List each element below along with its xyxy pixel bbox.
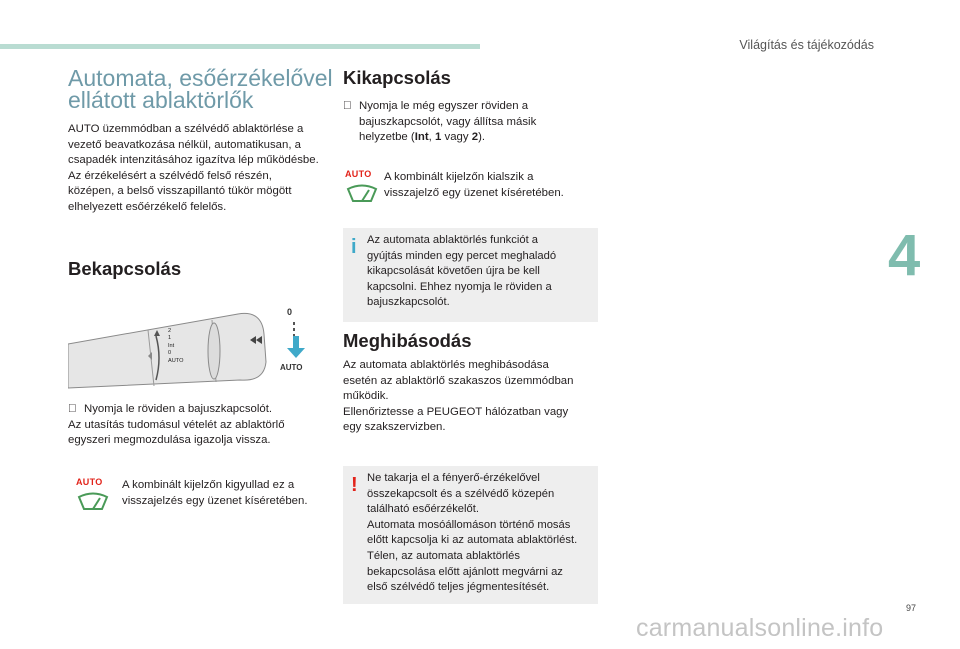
header-rule: [0, 44, 480, 49]
text-line: AUTO üzemmódban a szélvédő ablaktörlése a: [68, 123, 304, 135]
position-int: Int: [414, 131, 429, 144]
position-2: 2: [471, 131, 479, 144]
text-fragment: helyzetbe (: [359, 131, 415, 144]
title-line: ellátott ablaktörlők: [68, 87, 254, 113]
text-line: Automata mosóállomáson történő mosás: [367, 518, 571, 531]
meghibasodas-text: [343, 358, 573, 436]
info-box: [343, 228, 598, 322]
bekapcsolas-step: [68, 402, 285, 449]
text-fragment: vagy: [441, 131, 472, 144]
heading-meghibasodas: Meghibásodás: [343, 330, 472, 351]
text-line: Az érzékelésért a szélvédő felső részén,: [68, 169, 272, 182]
stalk-label-auto: AUTO: [280, 363, 303, 372]
stalk-position: Int: [168, 342, 175, 349]
auto-label: AUTO: [345, 169, 372, 179]
watermark: carmanualsonline.info: [636, 614, 884, 642]
text-line: bajuszkapcsolót.: [367, 296, 450, 309]
text-line: kikapcsolását követően újra be kell: [367, 265, 540, 278]
info-icon: i: [351, 236, 357, 258]
text-line: Az automata ablaktörlés funkciót a: [367, 234, 539, 246]
text-fragment: ).: [478, 131, 486, 144]
text-line: visszajelző egy üzenet kíséretében.: [384, 186, 564, 199]
title-line: Automata, esőérzékelővel: [68, 65, 333, 91]
info-text: [367, 233, 556, 311]
text-line: esetén az ablaktörlő szakaszos üzemmódban: [343, 374, 574, 387]
section-title: Világítás és tájékozódás: [739, 38, 874, 52]
text-line: A kombinált kijelzőn kigyullad ez a: [122, 479, 295, 491]
text-line: bajuszkapcsolót, vagy állítsa másik: [359, 115, 537, 128]
text-line: kapcsolni. Ehhez nyomja le röviden a: [367, 280, 552, 293]
warning-text: [367, 471, 577, 596]
text-line: A kombinált kijelzőn kialszik a: [384, 171, 534, 183]
intro-paragraph: [68, 122, 319, 216]
text-line: bekapcsolása előtt ajánlott megvárni az: [367, 565, 563, 578]
warning-box: [343, 466, 598, 604]
text-line: Nyomja le még egyszer röviden a: [359, 100, 529, 112]
text-line: első szélvédő teljes jégmentesítését.: [367, 581, 550, 594]
text-line: előtt kapcsolja ki az automata ablaktörlést.: [367, 534, 578, 547]
wiper-stalk-illustration: [68, 296, 324, 396]
auto-label: AUTO: [76, 477, 103, 487]
text-line: [343, 131, 485, 143]
text-line: Nyomja le röviden a bajuszkapcsolót.: [84, 403, 273, 415]
text-line: Télen, az automata ablaktörlés: [367, 549, 520, 562]
kikapcsolas-note: [384, 170, 564, 201]
stalk-position: 1: [168, 335, 172, 342]
text-line: működik.: [343, 390, 389, 403]
text-line: összekapcsolt és a szélvédő közepén: [367, 487, 555, 500]
wiper-icon: [76, 487, 110, 515]
stalk-position: 2: [168, 328, 172, 334]
text-line: Ellenőriztesse a PEUGEOT hálózatban vagy: [343, 405, 569, 418]
text-line: egy szakszervizben.: [343, 421, 446, 434]
text-line: gyújtás minden egy percet meghaladó: [367, 249, 557, 262]
text-line: Az automata ablaktörlés meghibásodása: [343, 359, 549, 371]
text-line: egyszeri megmozdulása igazolja vissza.: [68, 434, 271, 447]
arrow-bullet-icon: [343, 99, 359, 115]
text-fragment: ,: [428, 131, 435, 144]
text-line: középen, a belső visszapillantó tükör mögött: [68, 185, 292, 198]
stalk-position-labels: [168, 328, 183, 365]
text-line: elhelyezett esőérzékelő felelős.: [68, 200, 227, 213]
heading-bekapcsolas: Bekapcsolás: [68, 258, 182, 279]
heading-kikapcsolas: Kikapcsolás: [343, 67, 451, 88]
text-line: vezető beavatkozása nélkül, automatikusan, a: [68, 138, 302, 151]
stalk-position: AUTO: [168, 357, 184, 364]
kikapcsolas-step: [343, 99, 536, 146]
text-line: található esőérzékelőt.: [367, 503, 479, 516]
wiper-icon: [345, 179, 379, 207]
auto-wiper-indicator-icon: [345, 169, 379, 207]
bekapcsolas-note: [122, 478, 308, 509]
arrow-bullet-icon: [68, 402, 84, 418]
text-line: visszajelzés egy üzenet kíséretében.: [122, 494, 308, 507]
stalk-position: 0: [168, 350, 172, 357]
auto-wiper-indicator-icon: [76, 477, 110, 515]
page-number: 97: [906, 603, 917, 613]
chapter-number: 4: [888, 223, 921, 288]
text-line: csapadék intenzitásához igazítva lép működésbe.: [68, 154, 319, 167]
warning-icon: !: [351, 474, 358, 496]
text-line: Ne takarja el a fényerő-érzékelővel: [367, 472, 540, 484]
position-1: 1: [434, 131, 442, 144]
text-line: Az utasítás tudomásul vételét az ablaktörlő: [68, 418, 285, 431]
stalk-label-off: 0: [287, 307, 293, 317]
page-title: [68, 67, 333, 111]
